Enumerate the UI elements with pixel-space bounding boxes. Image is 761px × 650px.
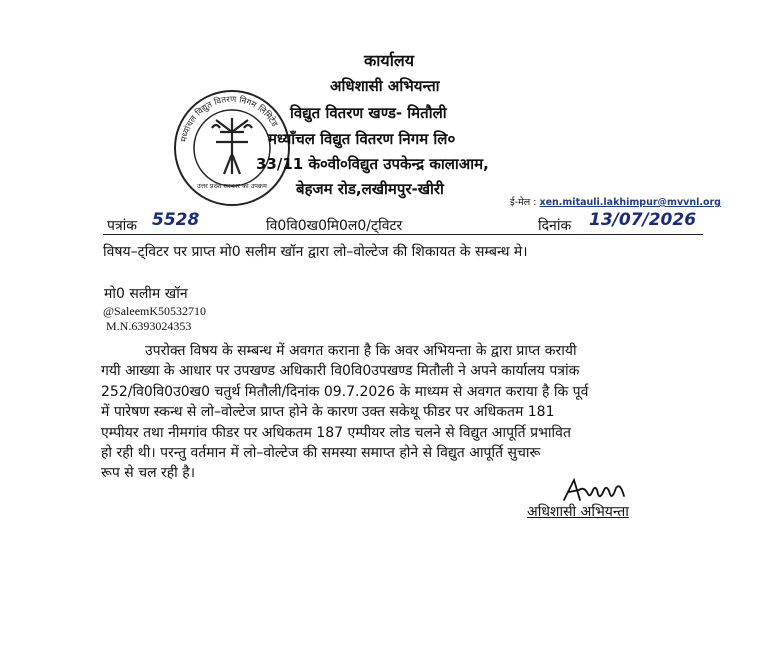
body-line: रूप से चल रही है। <box>101 465 196 481</box>
twitter-handle: @SaleemK50532710 <box>103 304 207 318</box>
officer-designation: अधिशासी अभियन्ता <box>330 77 440 95</box>
subject-line: विषय–ट्विटर पर प्राप्त मो0 सलीम खॉन द्वारा लो–वोल्टेज की शिकायत के सम्बन्ध मे। <box>103 244 528 260</box>
substation-address: 33/11 के०वी०विद्युत उपकेन्द्र कालाआम, <box>256 155 489 173</box>
signatory-designation: अधिशासी अभियन्ता <box>527 504 629 520</box>
corporation-name: मध्यॉंचल विद्युत वितरण निगम लि० <box>268 130 456 148</box>
seal-ring-text: मध्यांचल विद्युत वितरण निगम लिमिटेड <box>179 94 280 143</box>
body-line: गयी आख्या के आधार पर उपखण्ड अधिकारी वि0वि0उपखण्ड मितौली ने अपने कार्यालय पत्रांक <box>101 363 580 379</box>
division-name: विद्युत वितरण खण्ड- मितौली <box>290 104 447 122</box>
body-line: में पारेषण स्कन्ध से लो–वोल्टेज प्राप्त होने के कारण उक्त सकेथू फीडर पर अधिकतम 181 <box>101 404 555 420</box>
email-line <box>510 195 721 208</box>
email-link[interactable]: xen.mitauli.lakhimpur@mvvnl.org <box>539 197 721 208</box>
seal-motto: उत्तर प्रदेश सरकार का उपक्रम <box>197 182 267 190</box>
road-address: बेहजम रोड,लखीमपुर-खीरी <box>296 180 444 198</box>
reference-number: 5528 <box>152 210 200 230</box>
department-reference: वि0वि0ख0मि0ल0/ट्विटर <box>266 218 403 234</box>
letter-date: 13/07/2026 <box>589 210 697 230</box>
office-title: कार्यालय <box>364 51 414 70</box>
reference-underline <box>103 234 703 235</box>
email-label: ई-मेल : <box>510 197 537 208</box>
body-line: हो रही थी। परन्तु वर्तमान में लो–वोल्टेज की समस्या समाप्त होने से विद्युत आपूर्ति सुचारू <box>101 445 541 461</box>
mobile-number: M.N.6393024353 <box>106 319 192 333</box>
body-line: 252/वि0वि0उ0ख0 चतुर्थ मितौली/दिनांक 09.7.2026 के माध्यम से अवगत कराया है कि पूर्व <box>101 384 589 400</box>
date-label: दिनांक <box>538 218 572 234</box>
reference-label: पत्रांक <box>107 218 138 234</box>
body-line: उपरोक्त विषय के सम्बन्ध में अवगत कराना है कि अवर अभियन्ता के द्वारा प्राप्त करायी <box>145 343 577 359</box>
body-line: एम्पीयर तथा नीमगांव फीडर पर अधिकतम 187 एम्पीयर लोड चलने से विद्युत आपूर्ति प्रभावित <box>101 425 571 441</box>
addressee-name: मो0 सलीम खॉन <box>104 286 188 302</box>
